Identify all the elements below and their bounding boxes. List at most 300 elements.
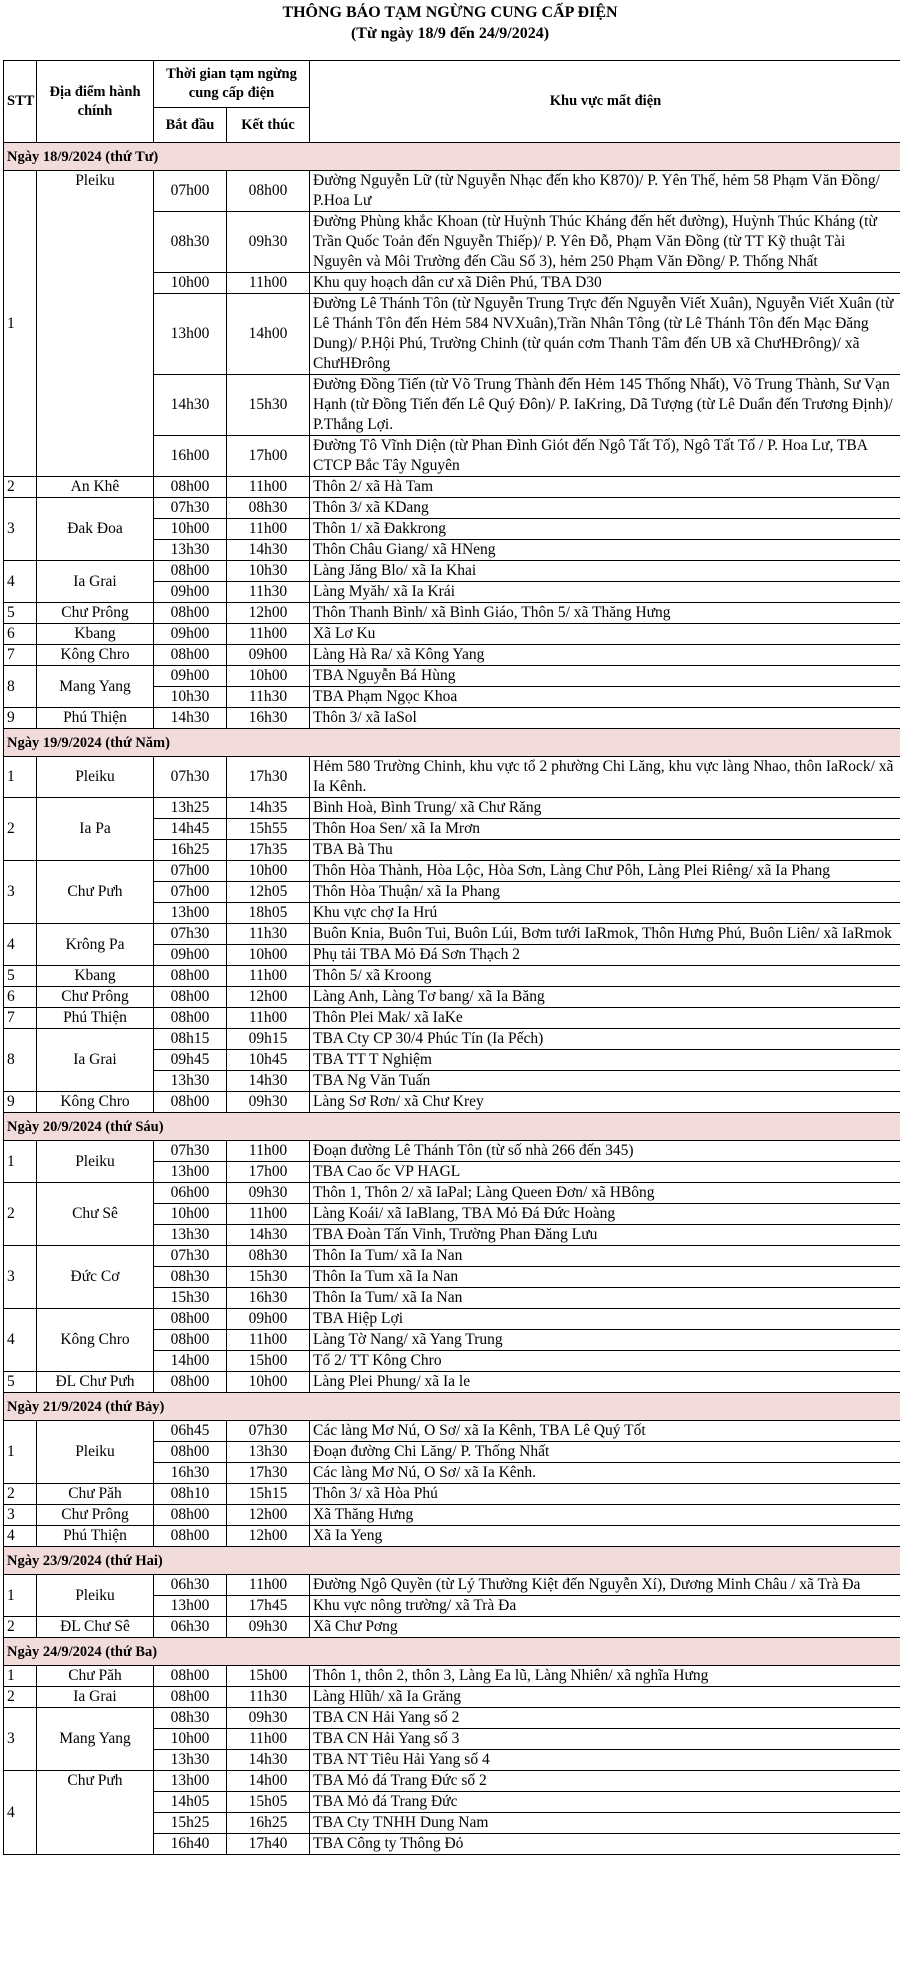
end-time-cell: 11h00	[227, 1141, 310, 1162]
day-label: Ngày 21/9/2024 (thứ Bảy)	[4, 1393, 900, 1421]
location-cell: Krông Pa	[37, 924, 154, 966]
day-label: Ngày 19/9/2024 (thứ Năm)	[4, 729, 900, 757]
outage-area-cell: TBA Ng Văn Tuấn	[310, 1071, 900, 1092]
end-time-cell: 15h30	[227, 375, 310, 436]
day-header-row	[4, 1393, 900, 1421]
end-time-cell: 14h00	[227, 294, 310, 375]
day-label: Ngày 24/9/2024 (thứ Ba)	[4, 1638, 900, 1666]
outage-area-cell: TBA Mỏ đá Trang Đức số 2	[310, 1771, 900, 1792]
stt-cell: 3	[4, 861, 37, 924]
outage-area-cell: Bình Hoà, Bình Trung/ xã Chư Răng	[310, 798, 900, 819]
end-time-cell: 15h15	[227, 1484, 310, 1505]
end-time-cell: 09h15	[227, 1029, 310, 1050]
end-time-cell: 10h00	[227, 861, 310, 882]
start-time-cell: 07h00	[154, 882, 227, 903]
end-time-cell: 11h00	[227, 966, 310, 987]
table-row	[4, 1526, 900, 1547]
table-row	[4, 1029, 900, 1050]
start-time-cell: 10h00	[154, 519, 227, 540]
outage-area-cell: Hẻm 580 Trường Chinh, khu vực tổ 2 phường Chi Lăng, khu vực làng Nhao, thôn IaRock/ xã Ia Kênh.	[310, 757, 900, 798]
table-row	[4, 1309, 900, 1330]
start-time-cell: 06h30	[154, 1617, 227, 1638]
end-time-cell: 12h00	[227, 603, 310, 624]
day-header-row	[4, 1638, 900, 1666]
end-time-cell: 09h30	[227, 1708, 310, 1729]
end-time-cell: 11h00	[227, 1008, 310, 1029]
start-time-cell: 09h00	[154, 582, 227, 603]
end-time-cell: 11h00	[227, 1204, 310, 1225]
stt-cell: 2	[4, 477, 37, 498]
day-label: Ngày 20/9/2024 (thứ Sáu)	[4, 1113, 900, 1141]
start-time-cell: 08h00	[154, 477, 227, 498]
stt-cell: 2	[4, 798, 37, 861]
end-time-cell: 11h00	[227, 1575, 310, 1596]
document-title-block	[0, 2, 900, 44]
outage-area-cell: Thôn 3/ xã Hòa Phú	[310, 1484, 900, 1505]
table-row	[4, 1687, 900, 1708]
location-cell: Đak Đoa	[37, 498, 154, 561]
day-label: Ngày 23/9/2024 (thứ Hai)	[4, 1547, 900, 1575]
outage-area-cell: TBA Cty CP 30/4 Phúc Tín (Ia Pếch)	[310, 1029, 900, 1050]
table-row	[4, 966, 900, 987]
location-cell: Kbang	[37, 966, 154, 987]
outage-area-cell: TBA TT T Nghiệm	[310, 1050, 900, 1071]
end-time-cell: 09h00	[227, 1309, 310, 1330]
outage-area-cell: TBA Mỏ đá Trang Đức	[310, 1792, 900, 1813]
header-stt: STT	[4, 61, 37, 143]
location-cell: Ia Pa	[37, 798, 154, 861]
end-time-cell: 15h00	[227, 1351, 310, 1372]
table-row	[4, 1484, 900, 1505]
end-time-cell: 16h30	[227, 708, 310, 729]
start-time-cell: 16h40	[154, 1834, 227, 1855]
stt-cell: 9	[4, 708, 37, 729]
location-cell: Kông Chro	[37, 1309, 154, 1372]
start-time-cell: 15h25	[154, 1813, 227, 1834]
outage-area-cell: Khu quy hoạch dân cư xã Diên Phú, TBA D30	[310, 273, 900, 294]
end-time-cell: 09h30	[227, 1183, 310, 1204]
table-row	[4, 924, 900, 945]
outage-area-cell: Làng Tờ Nang/ xã Yang Trung	[310, 1330, 900, 1351]
outage-area-cell: Làng Myăh/ xã Ia Krái	[310, 582, 900, 603]
end-time-cell: 08h30	[227, 498, 310, 519]
end-time-cell: 17h00	[227, 436, 310, 477]
outage-area-cell: Làng Koái/ xã IaBlang, TBA Mỏ Đá Đức Hoàng	[310, 1204, 900, 1225]
end-time-cell: 09h30	[227, 1617, 310, 1638]
outage-area-cell: TBA NT Tiêu Hải Yang số 4	[310, 1750, 900, 1771]
table-row	[4, 477, 900, 498]
end-time-cell: 11h30	[227, 924, 310, 945]
outage-area-cell: TBA Cty TNHH Dung Nam	[310, 1813, 900, 1834]
stt-cell: 6	[4, 987, 37, 1008]
end-time-cell: 17h40	[227, 1834, 310, 1855]
start-time-cell: 07h30	[154, 1246, 227, 1267]
table-row	[4, 603, 900, 624]
location-cell: Ia Grai	[37, 1687, 154, 1708]
start-time-cell: 14h30	[154, 708, 227, 729]
stt-cell: 3	[4, 1505, 37, 1526]
outage-area-cell: Thôn 1/ xã Đakkrong	[310, 519, 900, 540]
day-header-row	[4, 729, 900, 757]
end-time-cell: 16h25	[227, 1813, 310, 1834]
start-time-cell: 08h00	[154, 1687, 227, 1708]
table-row	[4, 1617, 900, 1638]
start-time-cell: 08h00	[154, 1442, 227, 1463]
start-time-cell: 14h00	[154, 1351, 227, 1372]
start-time-cell: 07h00	[154, 861, 227, 882]
table-row	[4, 1246, 900, 1267]
start-time-cell: 15h30	[154, 1288, 227, 1309]
table-row	[4, 1008, 900, 1029]
end-time-cell: 08h00	[227, 171, 310, 212]
outage-area-cell: Làng Sơ Rơn/ xã Chư Krey	[310, 1092, 900, 1113]
start-time-cell: 07h30	[154, 1141, 227, 1162]
start-time-cell: 06h45	[154, 1421, 227, 1442]
outage-area-cell: Phụ tải TBA Mỏ Đá Sơn Thạch 2	[310, 945, 900, 966]
table-row	[4, 987, 900, 1008]
location-cell: Chư Pưh	[37, 1771, 154, 1855]
start-time-cell: 14h05	[154, 1792, 227, 1813]
start-time-cell: 08h30	[154, 212, 227, 273]
outage-area-cell: Các làng Mơ Nú, O Sơ/ xã Ia Kênh.	[310, 1463, 900, 1484]
stt-cell: 9	[4, 1092, 37, 1113]
outage-area-cell: Thôn 2/ xã Hà Tam	[310, 477, 900, 498]
outage-area-cell: TBA Nguyễn Bá Hùng	[310, 666, 900, 687]
day-label: Ngày 18/9/2024 (thứ Tư)	[4, 143, 900, 171]
stt-cell: 2	[4, 1617, 37, 1638]
start-time-cell: 07h00	[154, 171, 227, 212]
end-time-cell: 10h30	[227, 561, 310, 582]
outage-area-cell: Đường Phùng khắc Khoan (từ Huỳnh Thúc Kháng đến hết đường), Huỳnh Thúc Kháng (từ Trần Quốc Toản đến Nguyễn Thiếp)/ P. Yên Đỗ, Phạm Văn Đồng (từ TT Kỹ thuật Tài Nguyên và Môi Trường đến Cầu Số 3), hẻm 250 Phạm Văn Đồng/ P. Thống Nhất	[310, 212, 900, 273]
outage-area-cell: Thôn 3/ xã KDang	[310, 498, 900, 519]
start-time-cell: 13h00	[154, 1596, 227, 1617]
stt-cell: 1	[4, 1666, 37, 1687]
outage-area-cell: Xã Thăng Hưng	[310, 1505, 900, 1526]
start-time-cell: 08h00	[154, 987, 227, 1008]
end-time-cell: 11h30	[227, 1687, 310, 1708]
location-cell: Kông Chro	[37, 1092, 154, 1113]
table-row	[4, 171, 900, 212]
outage-area-cell: Đường Lê Thánh Tôn (từ Nguyễn Trung Trực đến Nguyễn Viết Xuân), Nguyễn Viết Xuân (từ Lê Thánh Tôn đến Hẻm 584 NVXuân),Trần Nhân Tông (từ Lê Thánh Tôn đến Mạc Đăng Dung)/ P.Hội Phú, Trường Chinh (từ quán cơm Thanh Tâm đến UB xã ChưHĐrông)/ xã ChưHĐrông	[310, 294, 900, 375]
location-cell: Pleiku	[37, 1141, 154, 1183]
outage-area-cell: Đường Tô Vĩnh Diện (từ Phan Đình Giót đến Ngô Tất Tố), Ngô Tất Tố / P. Hoa Lư, TBA CTCP Bắc Tây Nguyên	[310, 436, 900, 477]
outage-area-cell: TBA Hiệp Lợi	[310, 1309, 900, 1330]
day-header-row	[4, 1113, 900, 1141]
stt-cell: 5	[4, 603, 37, 624]
stt-cell: 7	[4, 645, 37, 666]
outage-area-cell: Làng Plei Phung/ xã Ia le	[310, 1372, 900, 1393]
location-cell: Chư Prông	[37, 987, 154, 1008]
start-time-cell: 08h00	[154, 561, 227, 582]
start-time-cell: 07h30	[154, 498, 227, 519]
table-row	[4, 1666, 900, 1687]
table-row	[4, 757, 900, 798]
start-time-cell: 08h30	[154, 1267, 227, 1288]
outage-area-cell: Đường Đồng Tiến (từ Võ Trung Thành đến Hẻm 145 Thống Nhất), Võ Trung Thành, Sư Vạn Hạnh (từ Đồng Tiến đến Lê Quý Đôn)/ P. IaKring, Dã Tượng (từ Lê Duẩn đến Trương Định)/ P.Thắng Lợi.	[310, 375, 900, 436]
end-time-cell: 14h30	[227, 1071, 310, 1092]
table-row	[4, 1141, 900, 1162]
location-cell: ĐL Chư Pưh	[37, 1372, 154, 1393]
outage-area-cell: Thôn Hòa Thuận/ xã Ia Phang	[310, 882, 900, 903]
outage-area-cell: Làng Hà Ra/ xã Kông Yang	[310, 645, 900, 666]
end-time-cell: 11h30	[227, 582, 310, 603]
location-cell: Mang Yang	[37, 666, 154, 708]
stt-cell: 1	[4, 1421, 37, 1484]
end-time-cell: 12h05	[227, 882, 310, 903]
location-cell: Kbang	[37, 624, 154, 645]
start-time-cell: 08h00	[154, 1505, 227, 1526]
location-cell: Pleiku	[37, 757, 154, 798]
start-time-cell: 10h00	[154, 1729, 227, 1750]
outage-area-cell: Thôn Châu Giang/ xã HNeng	[310, 540, 900, 561]
start-time-cell: 13h25	[154, 798, 227, 819]
table-row	[4, 1183, 900, 1204]
stt-cell: 4	[4, 561, 37, 603]
end-time-cell: 07h30	[227, 1421, 310, 1442]
table-row	[4, 498, 900, 519]
end-time-cell: 12h00	[227, 987, 310, 1008]
outage-area-cell: Các làng Mơ Nú, O Sơ/ xã Ia Kênh, TBA Lê Quý Tốt	[310, 1421, 900, 1442]
outage-area-cell: Thôn 1, Thôn 2/ xã IaPal; Làng Queen Đơn/ xã HBông	[310, 1183, 900, 1204]
location-cell: Phú Thiện	[37, 1526, 154, 1547]
outage-area-cell: Buôn Knia, Buôn Tui, Buôn Lúi, Bơm tưới IaRmok, Thôn Hưng Phú, Buôn Liên/ xã IaRmok	[310, 924, 900, 945]
end-time-cell: 15h30	[227, 1267, 310, 1288]
start-time-cell: 13h00	[154, 1771, 227, 1792]
table-row	[4, 861, 900, 882]
location-cell: Đức Cơ	[37, 1246, 154, 1309]
location-cell: Ia Grai	[37, 561, 154, 603]
table-row	[4, 561, 900, 582]
outage-area-cell: Đường Nguyễn Lữ (từ Nguyễn Nhạc đến kho K870)/ P. Yên Thế, hẻm 58 Phạm Văn Đồng/ P.Hoa Lư	[310, 171, 900, 212]
table-row	[4, 645, 900, 666]
outage-area-cell: Làng Anh, Làng Tơ bang/ xã Ia Băng	[310, 987, 900, 1008]
end-time-cell: 10h00	[227, 945, 310, 966]
location-cell: Chư Prông	[37, 1505, 154, 1526]
end-time-cell: 10h00	[227, 666, 310, 687]
end-time-cell: 12h00	[227, 1526, 310, 1547]
outage-area-cell: TBA CN Hải Yang số 2	[310, 1708, 900, 1729]
table-row	[4, 624, 900, 645]
outage-area-cell: Thôn Plei Mak/ xã IaKe	[310, 1008, 900, 1029]
end-time-cell: 10h45	[227, 1050, 310, 1071]
stt-cell: 1	[4, 1575, 37, 1617]
end-time-cell: 11h00	[227, 519, 310, 540]
end-time-cell: 11h00	[227, 624, 310, 645]
stt-cell: 2	[4, 1484, 37, 1505]
location-cell: Pleiku	[37, 1575, 154, 1617]
day-header-row	[4, 1547, 900, 1575]
stt-cell: 6	[4, 624, 37, 645]
document-title: THÔNG BÁO TẠM NGỪNG CUNG CẤP ĐIỆN	[282, 4, 618, 21]
end-time-cell: 11h00	[227, 273, 310, 294]
table-row	[4, 666, 900, 687]
location-cell: Pleiku	[37, 1421, 154, 1484]
table-row	[4, 1771, 900, 1792]
outage-area-cell: Khu vực chợ Ia Hrú	[310, 903, 900, 924]
location-cell: Chư Prông	[37, 603, 154, 624]
header-location: Địa điểm hành chính	[37, 61, 154, 143]
stt-cell: 1	[4, 171, 37, 477]
end-time-cell: 09h30	[227, 212, 310, 273]
start-time-cell: 10h00	[154, 273, 227, 294]
start-time-cell: 13h30	[154, 1750, 227, 1771]
end-time-cell: 10h00	[227, 1372, 310, 1393]
stt-cell: 8	[4, 1029, 37, 1092]
start-time-cell: 08h30	[154, 1708, 227, 1729]
stt-cell: 3	[4, 1246, 37, 1309]
outage-area-cell: Thôn Hoa Sen/ xã Ia Mrơn	[310, 819, 900, 840]
location-cell: Mang Yang	[37, 1708, 154, 1771]
outage-table	[3, 60, 900, 1855]
end-time-cell: 18h05	[227, 903, 310, 924]
location-cell: ĐL Chư Sê	[37, 1617, 154, 1638]
location-cell: Chư Păh	[37, 1666, 154, 1687]
header-end: Kết thúc	[227, 108, 310, 143]
start-time-cell: 09h45	[154, 1050, 227, 1071]
outage-area-cell: Xã Ia Yeng	[310, 1526, 900, 1547]
start-time-cell: 08h00	[154, 966, 227, 987]
stt-cell: 5	[4, 1372, 37, 1393]
end-time-cell: 08h30	[227, 1246, 310, 1267]
start-time-cell: 07h30	[154, 757, 227, 798]
outage-area-cell: Làng Hlũh/ xã Ia Grăng	[310, 1687, 900, 1708]
start-time-cell: 08h00	[154, 1092, 227, 1113]
start-time-cell: 13h30	[154, 540, 227, 561]
start-time-cell: 16h25	[154, 840, 227, 861]
end-time-cell: 11h00	[227, 1729, 310, 1750]
end-time-cell: 15h00	[227, 1666, 310, 1687]
stt-cell: 7	[4, 1008, 37, 1029]
end-time-cell: 17h45	[227, 1596, 310, 1617]
end-time-cell: 11h00	[227, 1330, 310, 1351]
outage-area-cell: Khu vực nông trường/ xã Trà Đa	[310, 1596, 900, 1617]
start-time-cell: 08h00	[154, 1526, 227, 1547]
outage-area-cell: Thôn 1, thôn 2, thôn 3, Làng Ea lũ, Làng Nhiên/ xã nghĩa Hưng	[310, 1666, 900, 1687]
end-time-cell: 11h30	[227, 687, 310, 708]
location-cell: An Khê	[37, 477, 154, 498]
stt-cell: 3	[4, 1708, 37, 1771]
stt-cell: 4	[4, 1309, 37, 1372]
start-time-cell: 13h30	[154, 1071, 227, 1092]
end-time-cell: 14h35	[227, 798, 310, 819]
start-time-cell: 08h00	[154, 1330, 227, 1351]
outage-area-cell: Thôn Ia Tum/ xã Ia Nan	[310, 1288, 900, 1309]
table-row	[4, 1372, 900, 1393]
end-time-cell: 17h00	[227, 1162, 310, 1183]
start-time-cell: 16h00	[154, 436, 227, 477]
end-time-cell: 09h30	[227, 1092, 310, 1113]
end-time-cell: 13h30	[227, 1442, 310, 1463]
stt-cell: 5	[4, 966, 37, 987]
start-time-cell: 16h30	[154, 1463, 227, 1484]
end-time-cell: 12h00	[227, 1505, 310, 1526]
end-time-cell: 15h55	[227, 819, 310, 840]
start-time-cell: 08h00	[154, 1309, 227, 1330]
header-area: Khu vực mất điện	[310, 61, 900, 143]
start-time-cell: 08h00	[154, 1666, 227, 1687]
outage-area-cell: Xã Chư Pơng	[310, 1617, 900, 1638]
start-time-cell: 10h00	[154, 1204, 227, 1225]
start-time-cell: 14h30	[154, 375, 227, 436]
outage-area-cell: TBA CN Hải Yang số 3	[310, 1729, 900, 1750]
outage-area-cell: Thôn Ia Tum/ xã Ia Nan	[310, 1246, 900, 1267]
stt-cell: 2	[4, 1183, 37, 1246]
location-cell: Chư Sê	[37, 1183, 154, 1246]
table-row	[4, 1708, 900, 1729]
header-start: Bắt đầu	[154, 108, 227, 143]
outage-area-cell: Đoạn đường Chi Lăng/ P. Thống Nhất	[310, 1442, 900, 1463]
start-time-cell: 09h00	[154, 666, 227, 687]
outage-area-cell: TBA Phạm Ngọc Khoa	[310, 687, 900, 708]
outage-area-cell: Làng Jăng Blo/ xã Ia Khai	[310, 561, 900, 582]
day-header-row	[4, 143, 900, 171]
stt-cell: 4	[4, 1771, 37, 1855]
location-cell: Pleiku	[37, 171, 154, 477]
table-row	[4, 1092, 900, 1113]
start-time-cell: 13h30	[154, 1225, 227, 1246]
outage-area-cell: Đoạn đường Lê Thánh Tôn (từ số nhà 266 đến 345)	[310, 1141, 900, 1162]
location-cell: Phú Thiện	[37, 1008, 154, 1029]
stt-cell: 3	[4, 498, 37, 561]
table-row	[4, 1575, 900, 1596]
location-cell: Phú Thiện	[37, 708, 154, 729]
outage-area-cell: Xã Lơ Ku	[310, 624, 900, 645]
end-time-cell: 17h30	[227, 757, 310, 798]
outage-area-cell: Thôn 5/ xã Kroong	[310, 966, 900, 987]
header-time-group: Thời gian tạm ngừng cung cấp điện	[154, 61, 310, 108]
end-time-cell: 14h30	[227, 1750, 310, 1771]
start-time-cell: 08h00	[154, 1372, 227, 1393]
start-time-cell: 09h00	[154, 945, 227, 966]
outage-area-cell: TBA Công ty Thông Đỏ	[310, 1834, 900, 1855]
stt-cell: 4	[4, 1526, 37, 1547]
start-time-cell: 08h10	[154, 1484, 227, 1505]
location-cell: Chư Pưh	[37, 861, 154, 924]
table-row	[4, 708, 900, 729]
stt-cell: 4	[4, 924, 37, 966]
start-time-cell: 13h00	[154, 294, 227, 375]
stt-cell: 8	[4, 666, 37, 708]
start-time-cell: 10h30	[154, 687, 227, 708]
location-cell: Chư Păh	[37, 1484, 154, 1505]
table-body	[4, 143, 900, 1855]
start-time-cell: 09h00	[154, 624, 227, 645]
location-cell: Kông Chro	[37, 645, 154, 666]
end-time-cell: 14h30	[227, 1225, 310, 1246]
table-row	[4, 1505, 900, 1526]
stt-cell: 1	[4, 757, 37, 798]
location-cell: Ia Grai	[37, 1029, 154, 1092]
stt-cell: 2	[4, 1687, 37, 1708]
end-time-cell: 17h35	[227, 840, 310, 861]
document-subtitle: (Từ ngày 18/9 đến 24/9/2024)	[350, 25, 550, 42]
outage-area-cell: TBA Bà Thu	[310, 840, 900, 861]
outage-area-cell: Tổ 2/ TT Kông Chro	[310, 1351, 900, 1372]
outage-area-cell: TBA Cao ốc VP HAGL	[310, 1162, 900, 1183]
start-time-cell: 13h00	[154, 903, 227, 924]
start-time-cell: 08h15	[154, 1029, 227, 1050]
end-time-cell: 16h30	[227, 1288, 310, 1309]
outage-area-cell: Thôn Thanh Bình/ xã Bình Giáo, Thôn 5/ xã Thăng Hưng	[310, 603, 900, 624]
table-row	[4, 798, 900, 819]
start-time-cell: 08h00	[154, 603, 227, 624]
end-time-cell: 11h00	[227, 477, 310, 498]
end-time-cell: 14h30	[227, 540, 310, 561]
start-time-cell: 07h30	[154, 924, 227, 945]
end-time-cell: 15h05	[227, 1792, 310, 1813]
end-time-cell: 14h00	[227, 1771, 310, 1792]
start-time-cell: 06h00	[154, 1183, 227, 1204]
